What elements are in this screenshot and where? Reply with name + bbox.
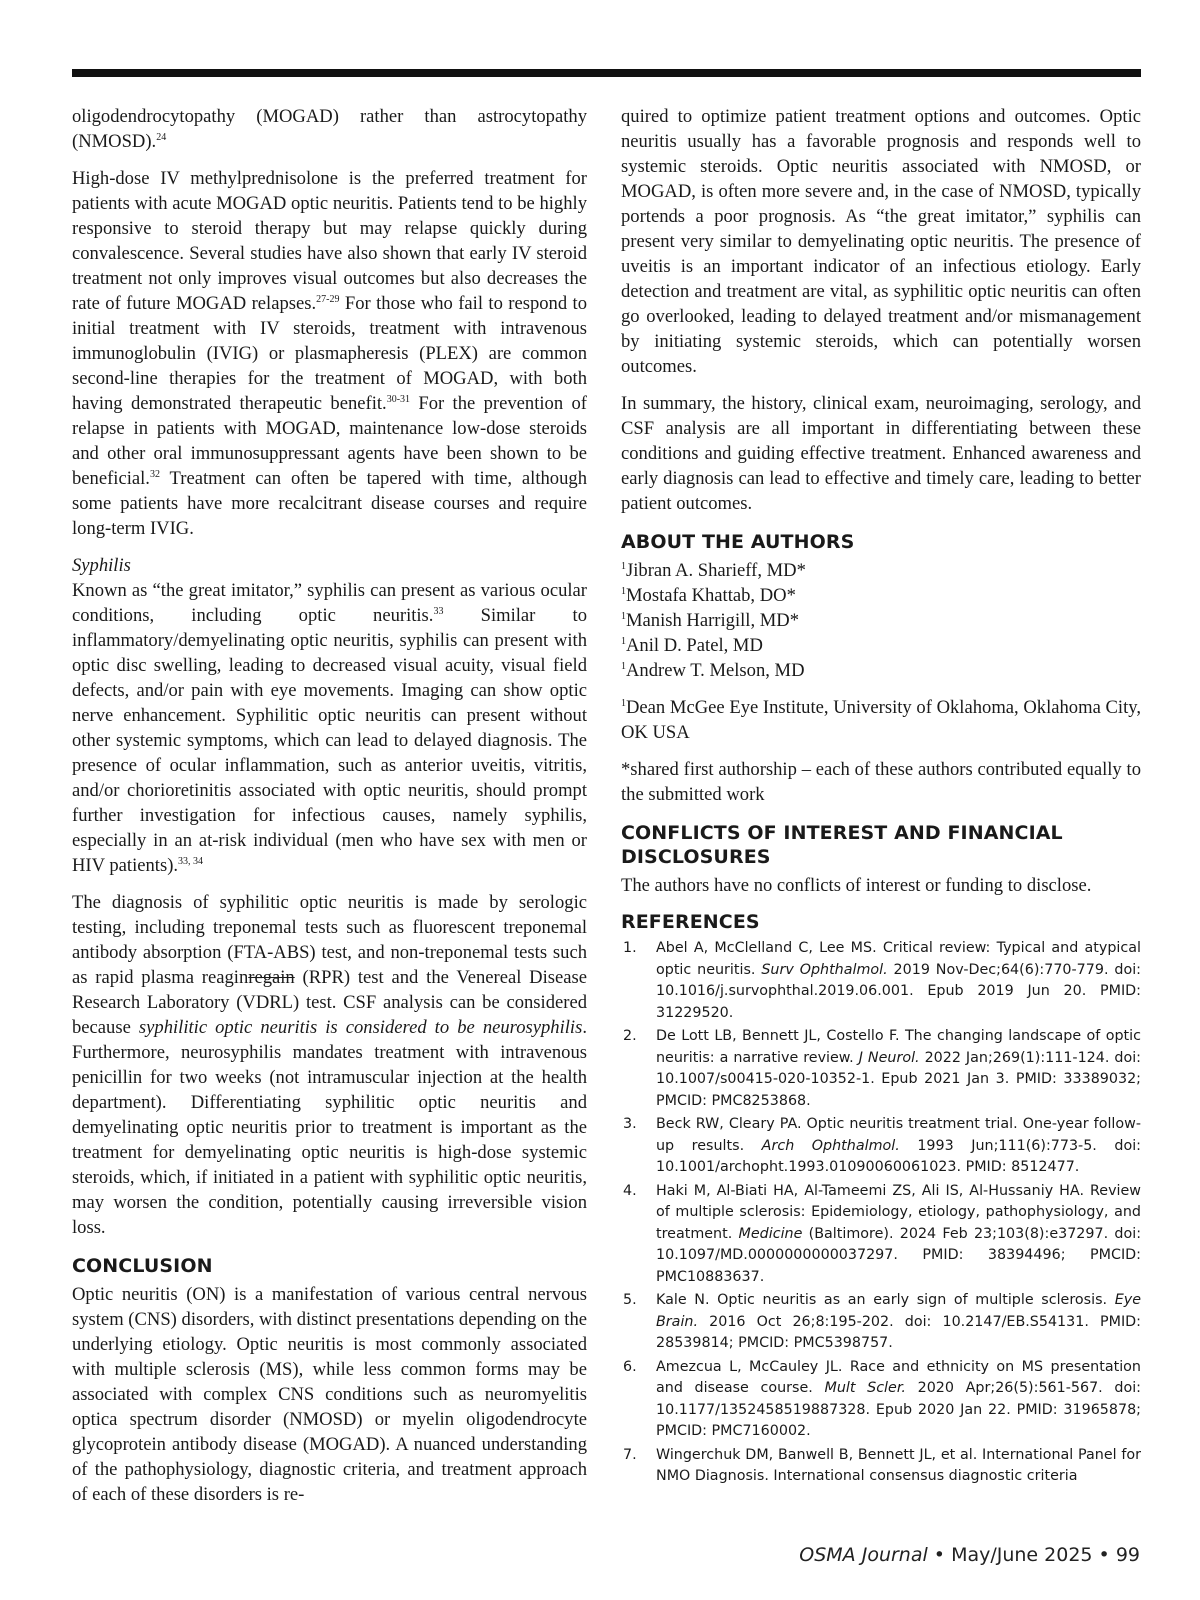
citation: 24 (156, 132, 167, 143)
reference-text: De Lott LB, Bennett JL, Costello F. The changing landscape of optic neuritis: a narrative review. (656, 1028, 1141, 1066)
reference-journal: Mult Scler. (824, 1380, 906, 1396)
heading-conflicts: CONFLICTS OF INTEREST AND FINANCIAL DISCLOSURES (621, 822, 1063, 868)
author-entry (621, 658, 1141, 683)
top-rule (72, 69, 1141, 77)
page-number: 99 (1115, 1544, 1140, 1566)
reference-text: 2019 Nov-Dec;64(6):770-779. doi: 10.1016/j.survophthal.2019.06.001. Epub 2019 Jun 20. PMID: 31229520. (656, 961, 1141, 1021)
author-entry (621, 558, 1141, 583)
text-span: (RPR) test and the Venereal Disease Research Laboratory (VDRL) test. CSF analysis can be considered because (72, 967, 587, 1038)
heading-about-authors: ABOUT THE AUTHORS (621, 531, 855, 553)
left-column (72, 104, 587, 1519)
text-span: For those who fail to respond to initial treatment with IV steroids, treatment with intravenous immunoglobulin (IVIG) or plasmapheresis (PLEX) are common second-line therapies for the treatment of MOGAD, with both having demonstrated therapeutic benefit. (72, 293, 587, 414)
affiliation-marker: 1 (621, 561, 626, 572)
text-span: High-dose IV methylprednisolone is the preferred treatment for patients with acute MOGAD optic neuritis. Patients tend to be highly responsive to steroid therapy but may relapse quickly during convalescence. Several studies have also shown that early IV steroid treatment not only improves visual outcomes but also decreases the rate of future MOGAD relapses. (72, 168, 587, 314)
italic-text: syphilitic optic neuritis is considered to be neurosyphilis (138, 1017, 583, 1038)
reference-number: 1. (623, 940, 637, 956)
reference-text: Wingerchuk DM, Banwell B, Bennett JL, et al. International Panel for NMO Diagnosis. International consensus diagnostic criteria (656, 1446, 1141, 1484)
paragraph-mogad-treatment (72, 166, 587, 541)
author-entry (621, 583, 1141, 608)
strikethrough-text: regain (248, 967, 295, 988)
heading-references: REFERENCES (621, 911, 760, 933)
reference-text: Haki M, Al-Biati HA, Al-Tameemi ZS, Ali IS, Al-Hussaniy HA. Review of multiple sclerosis: Epidemiology, etiology, pathophysiology, and treatment. (656, 1182, 1141, 1242)
reference-journal: Surv Ophthalmol. (761, 961, 888, 978)
reference-text: Kale N. Optic neuritis as an early sign of multiple sclerosis. (656, 1292, 1115, 1308)
author-entry (621, 608, 1141, 633)
reference-list (621, 938, 1141, 1488)
reference-item (621, 1181, 1141, 1289)
right-column (621, 104, 1141, 1490)
paragraph-syphilis-intro (72, 578, 587, 878)
reference-text: 2016 Oct 26;8:195-202. doi: 10.2147/EB.S54131. PMID: 28539814; PMCID: PMC5398757. (656, 1313, 1141, 1351)
author-name: Manish Harrigill, MD* (626, 610, 800, 631)
author-name: Mostafa Khattab, DO* (626, 585, 796, 606)
reference-item (621, 1026, 1141, 1112)
citation: 30-31 (386, 394, 411, 405)
reference-journal: Arch Ophthalmol. (761, 1137, 900, 1154)
text-span: Known as “the great imitator,” syphilis can present as various ocular conditions, including optic neuritis. (72, 580, 587, 626)
reference-number: 4. (623, 1182, 637, 1199)
affiliation-text: Dean McGee Eye Institute, University of Oklahoma, Oklahoma City, OK USA (621, 697, 1141, 743)
reference-text: 1993 Jun;111(6):773-5. doi: 10.1001/archopht.1993.01090060061023. PMID: 8512477. (656, 1137, 1142, 1175)
citation: 27-29 (316, 294, 340, 305)
paragraph-syphilis-diagnosis (72, 890, 587, 1240)
reference-text: Amezcua L, McCauley JL. Race and ethnicity on MS presentation and disease course. (656, 1358, 1141, 1396)
reference-text: 2022 Jan;269(1):111-124. doi: 10.1007/s00415-020-10352-1. Epub 2021 Jan 3. PMID: 33389032; PMCID: PMC8253868. (656, 1049, 1141, 1109)
reference-journal: J Neurol. (858, 1049, 920, 1066)
conflicts-text: The authors have no conflicts of interest or funding to disclose. (621, 875, 1092, 896)
reference-item (621, 1114, 1141, 1179)
affiliation-marker: 1 (621, 661, 626, 672)
heading-conclusion: CONCLUSION (72, 1255, 213, 1277)
text-span: Similar to inflammatory/demyelinating optic neuritis, syphilis can present with optic disc swelling, leading to decreased visual acuity, visual field defects, and/or pain with eye movements. Imaging can show optic nerve enhancement. Syphilitic optic neuritis can present without other systemic symptoms, which can lead to delayed diagnosis. The presence of ocular inflammation, such as anterior uveitis, vitritis, and/or chorioretinitis associated with optic neuritis, should prompt further investigation for infectious causes, namely syphilis, especially in an at-risk individual (men who have sex with men or HIV patients). (72, 605, 587, 876)
citation: 33 (433, 606, 444, 617)
shared-authorship-note: *shared first authorship – each of these authors contributed equally to the submitted work (621, 759, 1141, 805)
text-span: oligodendrocytopathy (MOGAD) rather than astrocytopathy (NMOSD). (72, 106, 587, 152)
paragraph-summary: In summary, the history, clinical exam, neuroimaging, serology, and CSF analysis are all important in differentiating between these conditions and guiding effective treatment. Enhanced awareness and early diagnosis can lead to effective and timely care, leading to better patient outcomes. (621, 393, 1141, 514)
citation: 32 (149, 469, 160, 480)
author-entry (621, 633, 1141, 658)
author-name: Jibran A. Sharieff, MD* (626, 560, 806, 581)
reference-text: Abel A, McClelland C, Lee MS. Critical review: Typical and atypical optic neuritis. (656, 940, 1141, 978)
reference-number: 2. (623, 1028, 637, 1044)
paragraph-conclusion-cont: quired to optimize patient treatment options and outcomes. Optic neuritis usually has a favorable prognosis and responds well to systemic steroids. Optic neuritis associated with NMOSD, or MOGAD, is often more severe and, in the case of NMOSD, typically portends a poor prognosis. As “the great imitator,” syphilis can present very similar to demyelinating optic neuritis. The presence of uveitis is an important indicator of an infectious etiology. Early detection and treatment are vital, as syphilitic optic neuritis can often go overlooked, leading to delayed treatment and/or mismanagement by initiating systemic steroids, which can potentially worsen outcomes. (621, 106, 1141, 377)
author-name: Anil D. Patel, MD (626, 635, 763, 656)
footer-separator: • (1092, 1544, 1116, 1566)
affiliation (621, 695, 1141, 745)
text-span: . Furthermore, neurosyphilis mandates treatment with intravenous penicillin for two weeks (not intramuscular injection at the health department). Differentiating syphilitic optic neuritis and demyelinating optic neuritis prior to treatment is important as the treatment for demyelinating optic neuritis is high-dose systemic steroids, which, if initiated in a patient with syphilitic optic neuritis, may worsen the condition, potentially causing irreversible vision loss. (72, 1017, 587, 1238)
citation: 33, 34 (178, 856, 204, 867)
affiliation-marker: 1 (621, 698, 626, 709)
affiliation-marker: 1 (621, 586, 626, 597)
subheading-syphilis: Syphilis (72, 555, 131, 576)
text-span: The diagnosis of syphilitic optic neuritis is made by serologic testing, including treponemal tests such as fluorescent treponemal antibody absorption (FTA-ABS) test, and non-treponemal tests such as rapid plasma reagin (72, 892, 587, 988)
affiliation-marker: 1 (621, 636, 626, 647)
text-span: Treatment can often be tapered with time, although some patients have more recalcitrant disease courses and require long-term IVIG. (72, 468, 587, 539)
reference-journal: Medicine (738, 1225, 803, 1242)
reference-number: 5. (623, 1292, 637, 1308)
reference-number: 3. (623, 1116, 637, 1132)
reference-item (621, 1445, 1141, 1488)
paragraph-conclusion: Optic neuritis (ON) is a manifestation of various central nervous system (CNS) disorders, with distinct presentations depending on the underlying etiology. Optic neuritis is most commonly associated with multiple sclerosis (MS), while less common forms may be associated with complex CNS conditions such as neuromyelitis optica spectrum disorder (NMOSD) or myelin oligodendrocyte glycoprotein antibody disease (MOGAD). A nuanced understanding of the pathophysiology, diagnostic criteria, and treatment approach of each of these disorders is re- (72, 1284, 587, 1505)
footer-issue: May/June 2025 (951, 1544, 1093, 1566)
paragraph-mogad-intro (72, 104, 587, 154)
footer-separator: • (927, 1544, 952, 1566)
reference-item (621, 938, 1141, 1024)
reference-number: 6. (623, 1358, 637, 1375)
reference-text: 2020 Apr;26(5):561-567. doi: 10.1177/1352458519887328. Epub 2020 Jan 22. PMID: 31965878; PMCID: PMC7160002. (656, 1380, 1141, 1439)
page-footer (799, 1544, 1140, 1566)
affiliation-marker: 1 (621, 611, 626, 622)
author-name: Andrew T. Melson, MD (626, 660, 805, 681)
reference-number: 7. (623, 1446, 637, 1463)
reference-text: Beck RW, Cleary PA. Optic neuritis treatment trial. One-year follow-up results. (656, 1116, 1141, 1154)
reference-journal: Eye Brain. (656, 1292, 1141, 1330)
text-span: For the prevention of relapse in patients with MOGAD, maintenance low-dose steroids and other oral immunosuppressant agents have been shown to be beneficial. (72, 393, 587, 489)
author-list (621, 558, 1141, 683)
reference-item (621, 1357, 1141, 1443)
footer-journal-name: OSMA Journal (799, 1544, 928, 1566)
reference-text: (Baltimore). 2024 Feb 23;103(8):e37297. doi: 10.1097/MD.0000000000037297. PMID: 38394496; PMCID: PMC10883637. (656, 1225, 1142, 1285)
reference-item (621, 1290, 1141, 1355)
